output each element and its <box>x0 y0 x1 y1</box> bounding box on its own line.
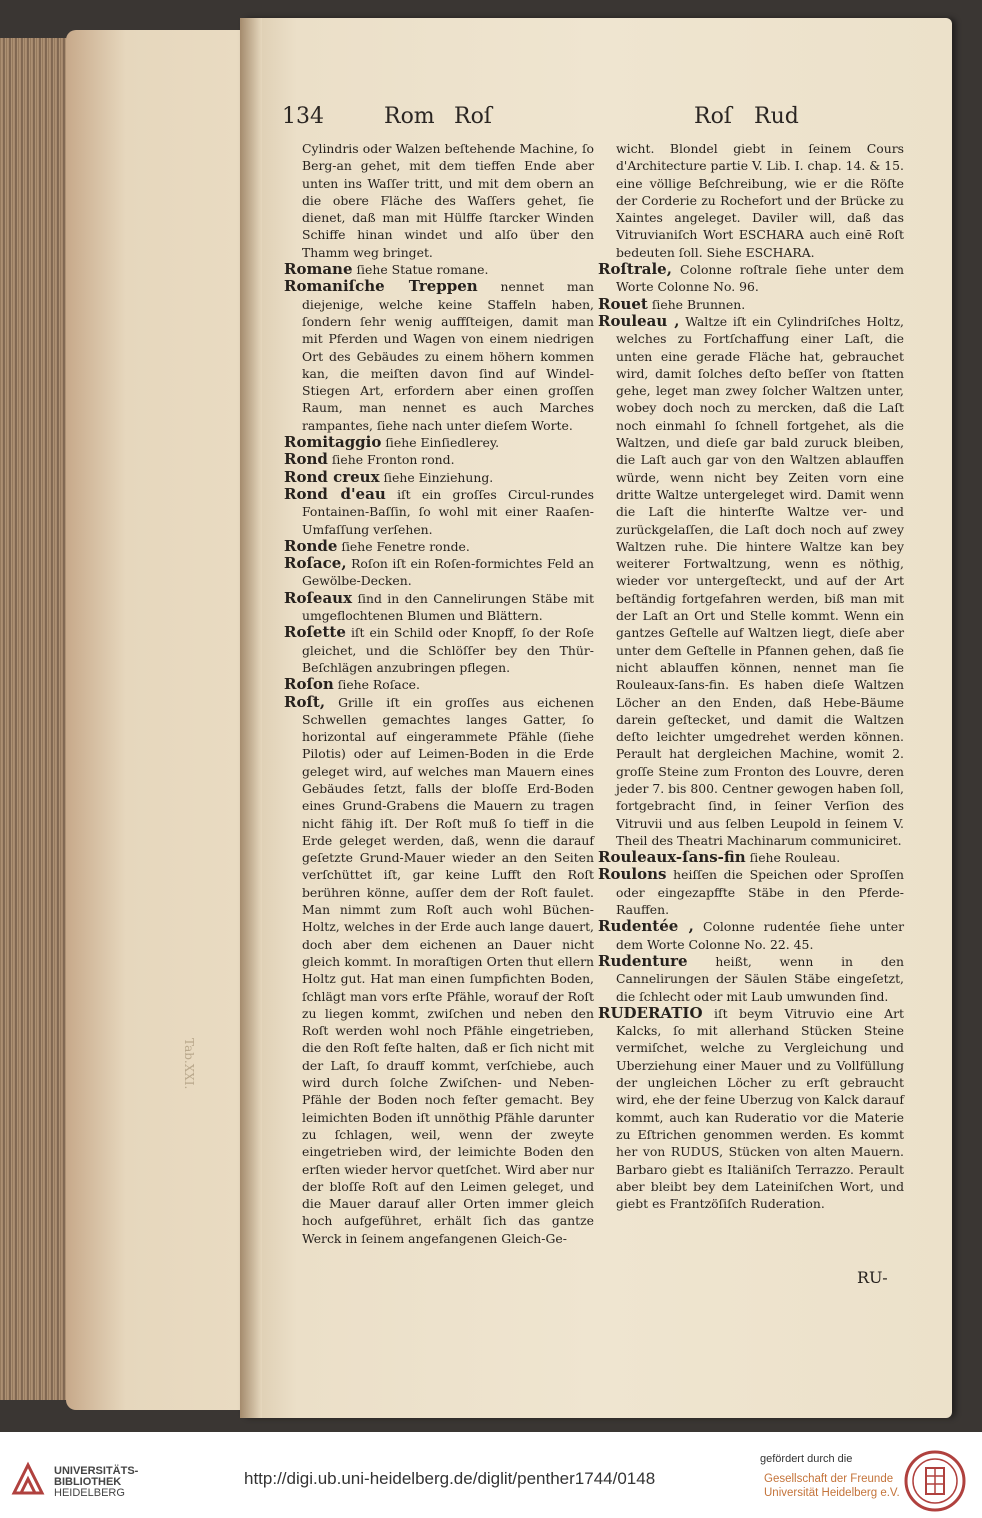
entry-text: Cylindris oder Walzen beſtehende Machine, ſo Berg-an gehet, mit dem tieffen Ende aber unten ins Waſſer tritt, und mit dem obern an die obere Fläche des Waſſers gehet, ſie dienet, daß man mit Hülffe ſtarcker Winden Schiffe hinan windet und alſo über den Thamm weg bringet. <box>302 141 594 260</box>
page-number: 134 <box>282 104 324 129</box>
entry-headword: Roſeaux <box>284 588 353 607</box>
entry-text: ſiehe Statue romane. <box>356 262 489 278</box>
entry-headword: Rouet <box>598 294 648 313</box>
dictionary-entry <box>284 140 594 261</box>
entry-text: ſiehe Fronton rond. <box>331 452 455 468</box>
entry-headword: Rouleaux-ſans-fin <box>598 848 746 867</box>
entry-text: Colonne rudentée ſiehe unter dem Worte Colonne No. 22. 45. <box>616 919 904 952</box>
dictionary-entry <box>284 555 594 590</box>
entry-headword: Roſtrale, <box>598 260 672 279</box>
society-name-line-2: Universität Heidelberg e.V. <box>764 1487 900 1499</box>
university-seal-icon[interactable] <box>904 1450 966 1512</box>
dictionary-entry <box>598 296 904 313</box>
dictionary-entry <box>598 866 904 918</box>
entry-text: Grille iſt ein groſſes aus eichenen Schwellen gemachtes langes Gatter, ſo horizontal auf eingerammete Pfähle (ſiehe Pilotis) oder auf Leimen-Boden in die Erde geleget wird, auf welches man Mauern eines Gebäudes ſetzt, falls der bloſſe Erd-Boden eines Grund-Grabens die Mauern zu tragen nicht fähig iſt. Der Roſt muß ſo tieff in die Erde geleget werden, daß, wenn die darauf geſetzte Grund-Mauer wieder an den Seiten verſchüttet iſt, gar keine Lufft den Roſt berühren könne, auſſer dem der Roſt faulet. Man nimmt zum Roſt auch wohl Büchen-Holtz, welches in der Erde auch lange dauert, doch aber dem eichenen an Dauer nicht gleich kommt. In moraſtigen Orten thut ellern Holtz gut. Hat man einen ſumpfichten Boden, ſchlägt man vors erſte Pfähle, worauf der Roſt zu liegen kommt, zwiſchen und neben den Roſt werden wohl noch Pfähle eingetrieben, die den Roſt feſte halten, daß er ſich nicht mit der Laſt, ſo drauff kommt, verſchiebe, auch wird durch ſolche Zwiſchen- und Neben-Pfähle der Boden noch feſter gemacht. Bey leimichten Boden iſt unnöthig Pfähle darunter zu ſchlagen, weil, wenn der zweyte eingetrieben wird, der leimichte Boden den erſten wieder hervor quetſchet. Wird aber nur der bloſſe Roſt auf den Leimen geleget, und die Mauer darauf aller Orten immer gleich hoch aufgeführet, erhält ſich das gantze Werck in ſeinem angefangenen Gleich-Ge- <box>302 694 594 1246</box>
dictionary-entry <box>284 278 594 434</box>
book-page-edges <box>0 38 70 1400</box>
entry-headword: RUDERATIO <box>598 1003 703 1022</box>
entry-text: Waltze iſt ein Cylindriſches Holtz, welches zu Fortſchaffung einer Laſt, die unten eine gerade Fläche hat, gebrauchet wird, damit ſolches deſto beſſer von ſtatten gehe, leget man zwey ſolcher Waltzen unter, wobey doch noch zu mercken, daß die Laſt noch einmahl ſo ſchnell fortgehet, als die Waltzen, und dieſe gar bald zuruck bleiben, die Laſt auch gar von den Waltzen ablauffen würde, wenn nicht bey Zeiten vorn eine dritte Waltze untergeleget wird. Damit wenn die Laſt die hinterſte Waltze ver- und zurückgelaſſen, die Laſt doch noch auf zwey Waltzen ruhe. Die hintere Waltze kan bey weiterer Fortwaltzung, wenn es nöthig, wieder vor untergeſteckt, und auf der Art beſtändig fortgefahren werden, biß man mit der Laſt an Ort und Stelle kommt. Wenn ein gantzes Geſtelle auf Waltzen liegt, dieſe aber unter dem Geſtelle in Pfannen gehen, daß ſie nicht ablauffen können, nennet man ſie Rouleaux-ſans-fin. Es haben dieſe Waltzen Löcher an den Enden, daß Hebe-Bäume darein geſtecket, und damit die Waltzen deſto leichter umgedrehet werden können. Perault hat dergleichen Machine, womit 2. groſſe Steine zum Fronton des Louvre, deren jeder 7. bis 800. Centner gewogen haben ſoll, fortgebracht ſind, in ſeiner Verſion des Vitruvii und aus ſelben Leupold in ſeinem V. Theil des Theatri Machinarum communiciret. <box>616 313 904 848</box>
library-name-line-2: BIBLIOTHEK <box>54 1476 122 1488</box>
entry-text: Colonne roſtrale ſiehe unter dem Worte Colonne No. 96. <box>616 262 904 295</box>
entry-headword: Roſt, <box>284 692 326 711</box>
entry-headword: Roulons <box>598 865 667 884</box>
dictionary-entry <box>598 953 904 1005</box>
entry-headword: Roſette <box>284 623 346 642</box>
dictionary-entry <box>284 451 594 468</box>
library-name-line-3: HEIDELBERG <box>54 1487 125 1499</box>
right-column <box>598 140 904 1212</box>
entry-text: ſiehe Fenetre ronde. <box>341 538 470 554</box>
dictionary-entry <box>284 261 594 278</box>
dictionary-entry <box>598 918 904 953</box>
dictionary-entry <box>284 590 594 625</box>
entry-headword: Rond creux <box>284 467 380 486</box>
entry-text: ſiehe Brunnen. <box>651 296 746 312</box>
entry-text: heißt, wenn in den Cannelirungen der Säulen Stäbe eingeſetzt, die ſchlecht oder mit Laub umwunden ſind. <box>616 953 904 1004</box>
society-name[interactable] <box>764 1472 900 1500</box>
dictionary-entry <box>284 469 594 486</box>
entry-headword: Roſon <box>284 675 334 694</box>
entry-text: ſiehe Einziehung. <box>383 469 494 485</box>
running-head-left-1: Rom <box>384 104 435 129</box>
dictionary-entry <box>284 538 594 555</box>
running-head-right-1: Roſ <box>694 104 732 129</box>
entry-headword: Rond <box>284 450 328 469</box>
society-name-line-1: Gesellschaft der Freunde <box>764 1473 894 1485</box>
entry-text: iſt ein Schild oder Knopff, ſo der Roſe gleichet, und die Schlöſſer bey den Thür-Beſchlägen anzubringen pflegen. <box>302 625 594 675</box>
dictionary-entry <box>284 486 594 538</box>
funded-by-label: gefördert durch die <box>760 1453 853 1465</box>
entry-text: Roſon iſt ein Roſen-formichtes Feld an Gewölbe-Decken. <box>302 556 594 589</box>
entry-text: nennet man diejenige, welche keine Staffeln haben, ſondern ſehr wenig auffſteigen, damit man mit Pferden und Wagen von einem niedrigen Ort des Gebäudes zu einem höhern kommen kan, die meiſten davon ſind auf Windel-Stiegen Art, erfordern aber einen groſſen Raum, man nennet es auch Marches rampantes, ſiehe nach unter dieſem Worte. <box>302 279 594 433</box>
left-column <box>284 140 594 1247</box>
entry-headword: Romitaggio <box>284 433 382 452</box>
entry-text: ſiehe Einſiedlerey. <box>385 435 500 451</box>
entry-text: iſt ein groſſes Circul-rundes Fontainen-Baſſin, ſo wohl mit einer Raaſen-Umfaſſung verſehen. <box>302 486 594 537</box>
entry-headword: Rouleau , <box>598 311 680 330</box>
dictionary-entry <box>598 1005 904 1213</box>
dictionary-entry <box>284 624 594 676</box>
entry-headword: Rudentée , <box>598 917 694 936</box>
permalink-url[interactable]: http://digi.ub.uni-heidelberg.de/diglit/penther1744/0148 <box>244 1469 656 1488</box>
running-head-left-2: Roſ <box>454 104 492 129</box>
entry-text: ſiehe Roſace. <box>337 677 420 693</box>
running-head-right-2: Rud <box>754 104 799 129</box>
library-logo-icon[interactable] <box>10 1459 46 1499</box>
dictionary-entry <box>284 676 594 693</box>
entry-text: heiſſen die Speichen oder Sproſſen oder eingezapffte Stäbe in den Pferde-Rauffen. <box>616 867 904 918</box>
dictionary-entry <box>598 140 904 261</box>
entry-headword: Romane <box>284 260 353 279</box>
entry-headword: Ronde <box>284 536 338 555</box>
catchword: RU- <box>857 1268 888 1287</box>
entry-headword: Roſace, <box>284 554 347 573</box>
entry-text: wicht. Blondel giebt in ſeinem Cours d'Architecture partie V. Lib. I. chap. 14. & 15. eine völlige Beſchreibung, wie er die Röſte der Corderie zu Rochefort und der Brücke zu Xaintes angeleget. Daviler will, daß das Vitruvianiſch Wort ESCHARA auch einē Roſt bedeuten ſoll. Siehe ESCHARA. <box>616 141 904 260</box>
side-note: Tab.XXI. <box>182 1038 196 1090</box>
library-name-line-1: UNIVERSITÄTS- <box>54 1465 139 1477</box>
entry-headword: Romaniſche Treppen <box>284 277 478 296</box>
dictionary-entry <box>598 849 904 866</box>
entry-text: ſind in den Cannelirungen Stäbe mit umgeflochtenen Blumen und Blättern. <box>302 590 594 624</box>
entry-text: ſiehe Rouleau. <box>749 850 841 866</box>
entry-headword: Rudenture <box>598 951 688 970</box>
dictionary-entry <box>598 313 904 849</box>
entry-headword: Rond d'eau <box>284 484 386 503</box>
library-name[interactable] <box>54 1466 138 1499</box>
page-gutter <box>240 18 262 1418</box>
dictionary-entry <box>284 434 594 451</box>
dictionary-entry <box>598 261 904 296</box>
dictionary-entry <box>284 694 594 1248</box>
book-binding <box>66 30 266 1410</box>
entry-text: iſt beym Vitruvio eine Art Kalcks, ſo mit allerhand Stücken Steine vermiſchet, welche zu Vergleichung und Uberziehung einer Mauer und zu Vollfüllung der ungleichen Löcher zu erſt gebraucht wird, ehe der feine Uberzug von Kalck darauf kommt, auch kan Ruderatio vor die Materie zu Eſtrichen genommen werden. Es kommt her von RUDUS, Stücken von alten Mauern. Barbaro giebt es Italiäniſch Terrazzo. Perault aber bleibt bey dem Lateiniſchen Wort, und giebt es Frantzöſiſch Ruderation. <box>616 1005 904 1212</box>
